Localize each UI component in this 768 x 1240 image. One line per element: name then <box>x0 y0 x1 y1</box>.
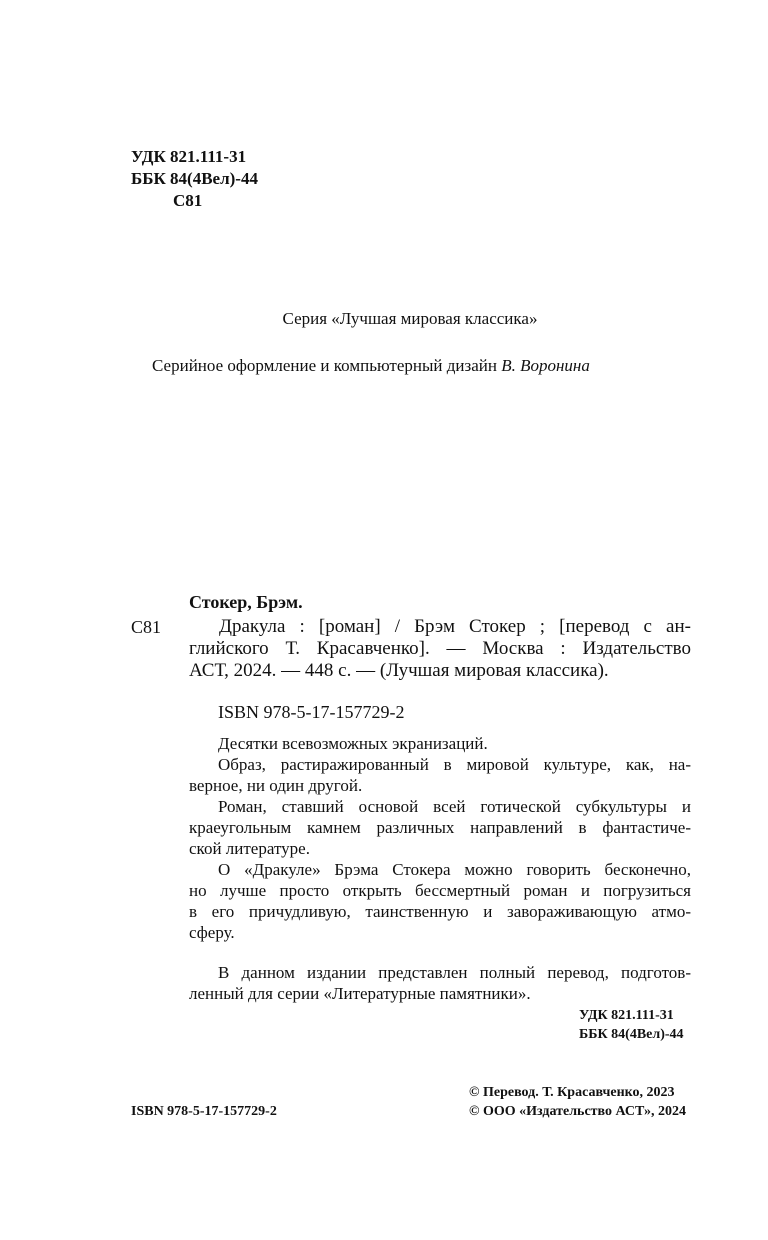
annotation-line: ской литературе. <box>189 839 310 858</box>
author-sign-top: С81 <box>173 191 203 210</box>
copyright-translation: © Перевод. Т. Красавченко, 2023 <box>469 1085 675 1100</box>
card-description <box>189 616 691 682</box>
annotation-line: Роман, ставший основой всей готической субкультуры и <box>218 797 691 816</box>
annotation-line: О «Дракуле» Брэма Стокера можно говорить бесконечно, <box>218 860 691 879</box>
annotation-line: но лучше просто открыть бессмертный роман и погрузиться <box>189 881 691 900</box>
footer-isbn: ISBN 978-5-17-157729-2 <box>131 1104 277 1119</box>
annotation-line: краеугольным камнем различных направлений в фантастиче- <box>189 818 691 837</box>
card-isbn: ISBN 978-5-17-157729-2 <box>218 702 405 722</box>
card-author: Стокер, Брэм. <box>189 592 303 612</box>
edition-note-line: ленный для серии «Литературные памятники». <box>189 984 531 1003</box>
bbk-code-bottom: ББК 84(4Вел)-44 <box>579 1027 684 1042</box>
edition-note-line: В данном издании представлен полный перевод, подготов- <box>218 963 691 982</box>
card-line: АСТ, 2024. — 448 с. — (Лучшая мировая классика). <box>189 660 609 681</box>
series-line: Серия «Лучшая мировая классика» <box>282 309 538 328</box>
card-line: Дракула : [роман] / Брэм Стокер ; [перевод с ан- <box>219 616 691 637</box>
annotation <box>189 733 691 943</box>
udk-code-bottom: УДК 821.111-31 <box>579 1008 674 1023</box>
annotation-line: верное, ни один другой. <box>189 776 363 795</box>
annotation-line: сферу. <box>189 923 235 942</box>
card-line: глийского Т. Красавченко]. — Москва : Издательство <box>189 638 691 659</box>
annotation-line: в его причудливую, таинственную и завораживающую атмо- <box>189 902 691 921</box>
bbk-code-top: ББК 84(4Вел)-44 <box>131 169 258 188</box>
card-sign: С81 <box>131 617 162 637</box>
edition-note <box>189 962 691 1004</box>
design-credit <box>152 355 590 377</box>
copyright-publisher: © ООО «Издательство АСТ», 2024 <box>469 1104 687 1119</box>
design-credit-text: Серийное оформление и компьютерный дизайн <box>152 356 502 375</box>
udk-code-top: УДК 821.111-31 <box>131 147 247 166</box>
annotation-line: Образ, растиражированный в мировой культуре, как, на- <box>218 755 691 774</box>
annotation-line: Десятки всевозможных экранизаций. <box>218 734 488 753</box>
designer-name: В. Воронина <box>501 356 590 375</box>
